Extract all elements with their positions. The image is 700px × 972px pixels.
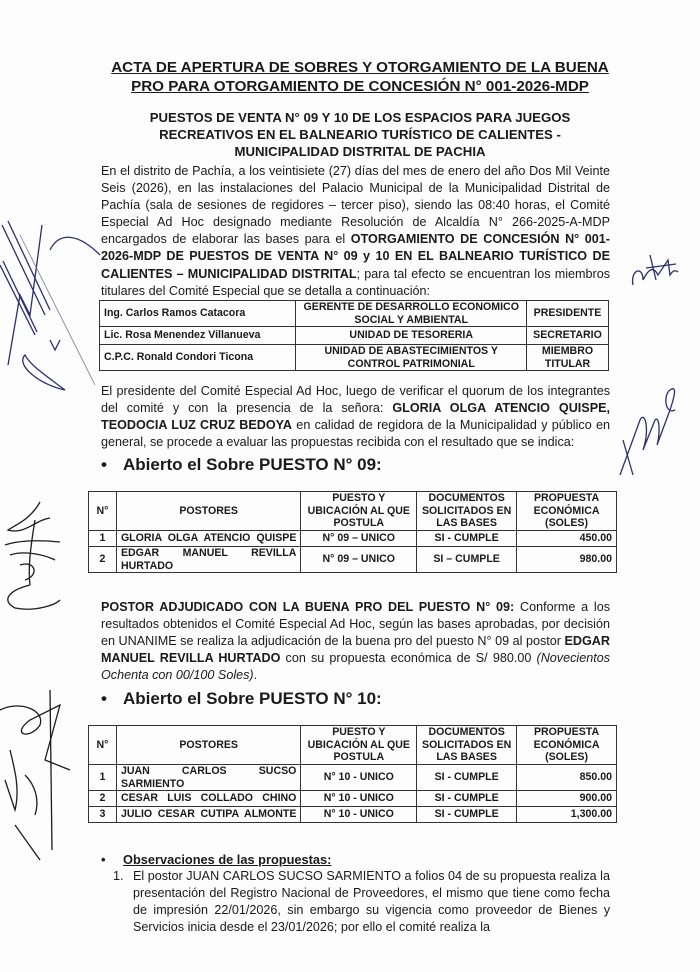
- award-09-amount-words: (Novecientos Ochenta con 00/100 Soles): [101, 651, 610, 683]
- table-row: [89, 531, 617, 547]
- member-unit: UNIDAD DE TESORERIA: [296, 327, 527, 345]
- bid-post: N° 10 - UNICO: [301, 765, 417, 791]
- bid-post: N° 10 - UNICO: [301, 791, 417, 807]
- subtitle-line-1: PUESTOS DE VENTA N° 09 Y 10 DE LOS ESPACIOS PARA JUEGOS: [149, 110, 571, 125]
- signature-right-2: [615, 380, 685, 480]
- document-subtitle: [100, 109, 620, 160]
- header-docs: DOCUMENTOS SOLICITADOS EN LAS BASES: [417, 726, 517, 765]
- award-09-paragraph: [101, 599, 610, 684]
- subtitle-line-2: RECREATIVOS EN EL BALNEARIO TURÍSTICO DE CALIENTES -: [159, 127, 561, 142]
- bid-number: 1: [89, 765, 117, 791]
- intro-text-b: ; para tal efecto se encuentran los miembros titulares del Comité Especial que se detalla a continuación:: [101, 266, 610, 298]
- member-role: SECRETARIO: [527, 327, 609, 345]
- section-09-heading: [101, 455, 382, 475]
- header-post: PUESTO Y UBICACIÓN AL QUE POSTULA: [301, 492, 417, 531]
- bids-table-09: [88, 491, 617, 573]
- bid-number: 2: [89, 791, 117, 807]
- member-unit: UNIDAD DE ABASTECIMIENTOS Y CONTROL PATRIMONIAL: [296, 345, 527, 371]
- bid-offer: 900.00: [517, 791, 617, 807]
- table-row: [89, 547, 617, 573]
- quorum-text-a: El presidente del Comité Especial Ad Hoc, luego de verificar el quorum de los integrantes del comité y con la presencia de la señora:: [101, 384, 610, 416]
- award-09-text-a: Conforme a los resultados obtenidos el Comité Especial Ad Hoc, según las bases aprobadas, por decisión en UNANIME se realiza la adjudicación de la buena pro del puesto N° 09 al postor: [101, 600, 610, 649]
- table-row: [89, 791, 617, 807]
- committee-row: [100, 345, 609, 371]
- bid-post: N° 09 – UNICO: [301, 547, 417, 573]
- award-09-winner: EDGAR MANUEL REVILLA HURTADO: [101, 634, 610, 666]
- title-line-2: PRO PARA OTORGAMIENTO DE CONCESIÓN N° 001-2026-MDP: [131, 78, 589, 95]
- bidder-name: EDGAR MANUEL REVILLA HURTADO: [116, 547, 300, 573]
- title-line-1: ACTA DE APERTURA DE SOBRES Y OTORGAMIENTO DE LA BUENA: [111, 59, 609, 76]
- signature-left-3: [0, 680, 75, 860]
- header-offer: PROPUESTA ECONÓMICA (SOLES): [517, 726, 617, 765]
- document-title: [100, 58, 620, 96]
- member-name: Lic. Rosa Menendez Villanueva: [100, 327, 296, 345]
- bid-offer: 850.00: [517, 765, 617, 791]
- bidder-name: CESAR LUIS COLLADO CHINO: [116, 791, 300, 807]
- bid-docs-status: SI - CUMPLE: [417, 765, 517, 791]
- bidder-name: JULIO CESAR CUTIPA ALMONTE: [116, 807, 300, 823]
- quorum-text-b: en calidad de regidora de la Municipalidad y público en general, se procede a evaluar las propuestas recibida con el resultado que se indica:: [101, 418, 610, 450]
- award-09-text-b: con su propuesta económica de S/ 980.00: [280, 651, 537, 666]
- bid-number: 2: [89, 547, 117, 573]
- header-bidders: POSTORES: [116, 492, 300, 531]
- bid-offer: 450.00: [517, 531, 617, 547]
- bullet-icon: •: [101, 689, 107, 708]
- bid-offer: 1,300.00: [517, 807, 617, 823]
- observation-text: El postor JUAN CARLOS SUCSO SARMIENTO a folios 04 de su propuesta realiza la presentación del Registro Nacional de Proveedores, el mismo que tiene como fecha de impresión 22/01/2026, sin embargo su vigencia como proveedor de Bienes y Servicios inicia desde el 23/01/2026; por ello el comité realiza la: [133, 869, 610, 935]
- observations-heading: [101, 852, 331, 867]
- member-name: C.P.C. Ronald Condori Ticona: [100, 345, 296, 371]
- bid-docs-status: SI – CUMPLE: [417, 547, 517, 573]
- committee-row: [100, 301, 609, 327]
- member-unit: GERENTE DE DESARROLLO ECONOMICO SOCIAL Y AMBIENTAL: [296, 301, 527, 327]
- quorum-text-bold: GLORIA OLGA ATENCIO QUISPE, TEODOCIA LUZ CRUZ BEDOYA: [101, 401, 610, 433]
- observations-list: [113, 868, 610, 936]
- bid-post: N° 09 – UNICO: [301, 531, 417, 547]
- section-10-heading-text: Abierto el Sobre PUESTO N° 10:: [123, 689, 382, 708]
- observations-heading-text: Observaciones de las propuestas:: [123, 852, 332, 867]
- bidder-name: JUAN CARLOS SUCSO SARMIENTO: [116, 765, 300, 791]
- header-num: N°: [89, 726, 117, 765]
- signature-right-1: [628, 250, 678, 290]
- intro-text-bold: OTORGAMIENTO DE CONCESIÓN N° 001-2026-MDP DE PUESTOS DE VENTA N° 09 y 10 EN EL BALNEARIO TURÍSTICO DE CALIENTES – MUNICIPALIDAD DISTRITAL: [101, 232, 610, 281]
- table-header-row: [89, 726, 617, 765]
- member-name: Ing. Carlos Ramos Catacora: [100, 301, 296, 327]
- header-post: PUESTO Y UBICACIÓN AL QUE POSTULA: [301, 726, 417, 765]
- award-09-lead: POSTOR ADJUDICADO CON LA BUENA PRO DEL PUESTO N° 09:: [101, 600, 515, 614]
- member-role: MIEMBRO TITULAR: [527, 345, 609, 371]
- award-09-text-c: .: [253, 668, 258, 683]
- bid-docs-status: SI - CUMPLE: [417, 531, 517, 547]
- observation-item: [113, 868, 610, 936]
- header-bidders: POSTORES: [116, 726, 300, 765]
- section-09-heading-text: Abierto el Sobre PUESTO N° 09:: [123, 455, 382, 474]
- bid-offer: 980.00: [517, 547, 617, 573]
- bid-docs-status: SI - CUMPLE: [417, 791, 517, 807]
- intro-paragraph: [101, 163, 610, 300]
- intro-text-a: En el distrito de Pachía, a los veintisiete (27) días del mes de enero del año Dos Mil Veinte Seis (2026), en las instalaciones del Palacio Municipal de la Municipalidad Distrital de Pachía (sala de sesiones de regidores – tercer piso), siendo las 08:40 horas, el Comité Especial Ad Hoc designado mediante Resolución de Alcaldía N° 266-2025-A-MDP encargados de elaborar las bases para el: [101, 164, 610, 247]
- bid-docs-status: SI - CUMPLE: [417, 807, 517, 823]
- bid-number: 3: [89, 807, 117, 823]
- header-num: N°: [89, 492, 117, 531]
- table-row: [89, 807, 617, 823]
- bidder-name: GLORIA OLGA ATENCIO QUISPE: [116, 531, 300, 547]
- committee-table: [99, 300, 609, 371]
- bullet-icon: •: [101, 852, 106, 867]
- quorum-paragraph: [101, 383, 610, 451]
- header-offer: PROPUESTA ECONÓMICA (SOLES): [517, 492, 617, 531]
- observation-number: 1.: [113, 869, 124, 883]
- signature-left-2: [0, 500, 70, 610]
- bids-table-10: [88, 725, 617, 823]
- bullet-icon: •: [101, 455, 107, 474]
- table-row: [89, 765, 617, 791]
- committee-row: [100, 327, 609, 345]
- header-docs: DOCUMENTOS SOLICITADOS EN LAS BASES: [417, 492, 517, 531]
- member-role: PRESIDENTE: [527, 301, 609, 327]
- bid-post: N° 10 - UNICO: [301, 807, 417, 823]
- subtitle-line-3: MUNICIPALIDAD DISTRITAL DE PACHIA: [234, 144, 486, 159]
- table-header-row: [89, 492, 617, 531]
- section-10-heading: [101, 689, 382, 709]
- bid-number: 1: [89, 531, 117, 547]
- signature-left-1: [0, 215, 100, 395]
